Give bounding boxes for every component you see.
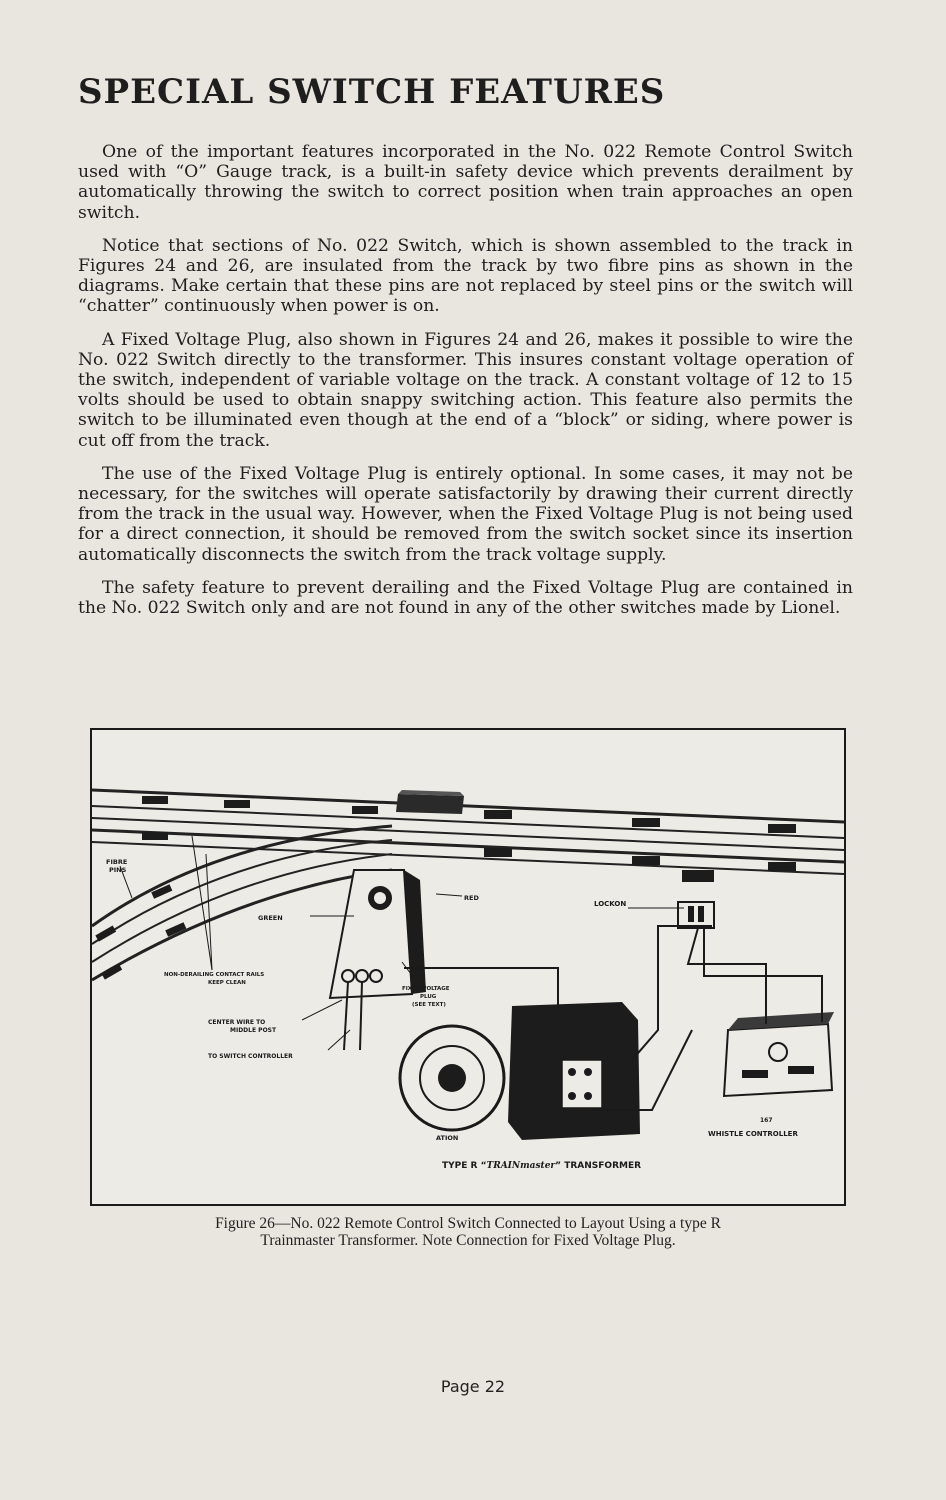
label-167: 167 [760,1117,773,1124]
transformer-prefix: TYPE R “ [442,1161,487,1171]
label-ation: ATION [436,1134,459,1142]
transformer-brand: TRAINmaster [486,1161,556,1171]
label-pins: PINS [109,866,127,874]
label-center-wire: CENTER WIRE TO [208,1019,266,1026]
track-ties [142,796,796,882]
label-non-derailing-rails: NON-DERAILING CONTACT RAILS [164,972,265,978]
label-transformer [442,1161,641,1171]
label-fibre: FIBRE [106,858,128,866]
switch-machine [396,790,464,814]
page-number: Page 22 [440,1377,506,1396]
paragraph-safety-device: One of the important features incorporated in the No. 022 Remote Control Switch used with “O” Gauge track, is a built-in safety device which prevents derailment by automatically throwing the switch to correct position when train approaches an open switch. [78,142,853,223]
paragraph-022-only: The safety feature to prevent derailing and the Fixed Voltage Plug are contained in the No. 022 Switch only and are not found in any of the other switches made by Lionel. [78,577,853,619]
switch-controller-box [330,870,426,998]
caption-line-2: Trainmaster Transformer. Note Connection for Fixed Voltage Plug. [260,1232,676,1249]
wiring-illustration [92,730,844,1204]
straight-track [92,790,844,874]
paragraph-fibre-pins: Notice that sections of No. 022 Switch, which is shown assembled to the track in Figures 24 and 26, are insulated from the track by two fibre pins as shown in the diagrams. Make certain that these pins are not replaced by steel pins or the switch will “chatter” continuously when power is on. [78,235,853,317]
label-see-text: (SEE TEXT) [412,1002,446,1008]
body-text [78,142,853,631]
paragraph-optional-use: The use of the Fixed Voltage Plug is entirely optional. In some cases, it may not be necessary, for the switches will operate satisfactorily by drawing their current directly from the track in the usual way. However, when the Fixed Voltage Plug is not being used for a direct connection, it should be removed from the switch socket since its insertion automatically disconnects the switch from the track voltage supply. [78,463,853,565]
label-lockon: LOCKON [594,900,627,908]
label-green: GREEN [258,914,283,922]
transformer [400,1002,640,1140]
label-middle-post: MIDDLE POST [230,1027,277,1034]
label-whistle-controller: WHISTLE CONTROLLER [708,1130,798,1138]
figure-26-diagram [90,728,846,1206]
label-to-switch-controller: TO SWITCH CONTROLLER [208,1053,293,1060]
figure-caption [90,1215,846,1249]
page-title: SPECIAL SWITCH FEATURES [78,72,666,112]
transformer-suffix: ” TRANSFORMER [555,1161,642,1171]
label-plug: PLUG [420,994,437,1000]
label-keep-clean: KEEP CLEAN [208,980,246,986]
lockon [678,902,714,928]
caption-line-1: Figure 26—No. 022 Remote Control Switch Connected to Layout Using a type R [215,1215,721,1232]
label-red: RED [464,894,479,902]
paragraph-fixed-voltage-plug: A Fixed Voltage Plug, also shown in Figures 24 and 26, makes it possible to wire the No. 022 Switch directly to the transformer. This insures constant voltage operation of the switch, independent of variable voltage on the track. A constant voltage of 12 to 15 volts should be used to obtain snappy switching action. This feature also permits the switch to be illuminated even though at the end of a “block” or siding, where power is cut off from the track. [78,329,853,451]
whistle-controller [724,1012,834,1096]
label-fixed-voltage: FIXED VOLTAGE [402,986,450,992]
